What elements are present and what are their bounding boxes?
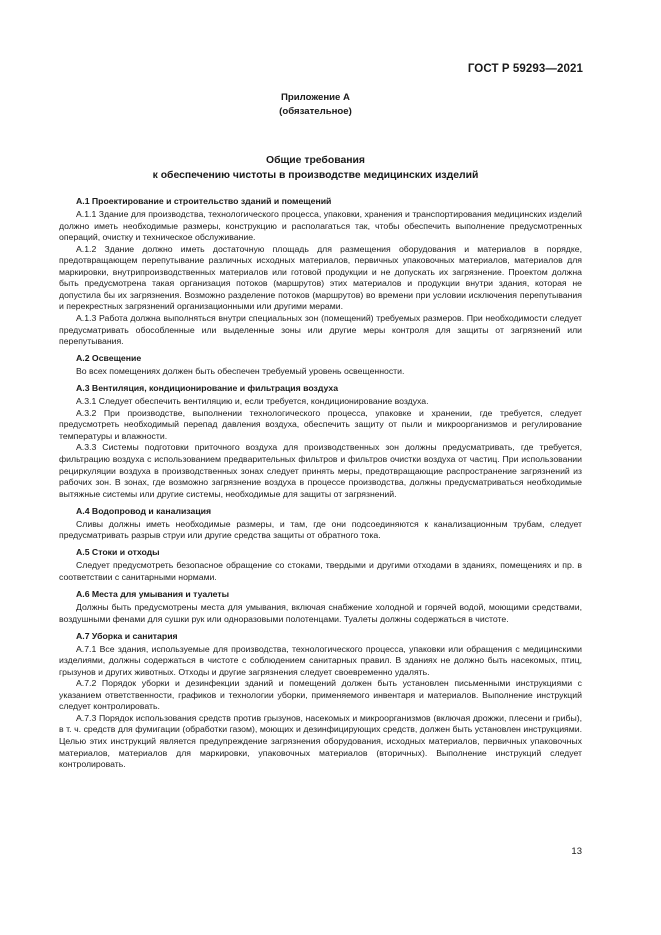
- section: [59, 383, 582, 500]
- paragraph: А.7.1 Все здания, используемые для производства, технологического процесса, упаковки или обращения с медицинскими изделиями, должны содержаться в чистоте с соблюдением санитарных правил. В зданиях не должно быть насекомых, птиц, грызунов и других животных. Отходы и другие загрязнения следует своевременно удалять.: [59, 643, 582, 677]
- document-body: [59, 196, 582, 776]
- paragraph: Должны быть предусмотрены места для умывания, включая снабжение холодной и горячей водой, моющими средствами, воздушными фенами для сушки рук или одноразовыми полотенцами. Туалеты должны содержаться в чистоте.: [59, 602, 582, 624]
- standard-designation: ГОСТ Р 59293—2021: [467, 63, 583, 75]
- paragraph: Во всех помещениях должен быть обеспечен требуемый уровень освещенности.: [76, 366, 405, 377]
- annex-heading: [0, 91, 631, 119]
- section-heading: А.2 Освещение: [76, 353, 142, 364]
- annex-title: Приложение А: [281, 92, 350, 103]
- paragraph: А.7.3 Порядок использования средств против грызунов, насекомых и микроорганизмов (включая дрожжи, плесени и грибы), в т. ч. средств для фумигации (обработки газом), моющих и дезинфицирующих средств, должен быть установлен инструкциями. Целью этих инструкций является предупреждение загрязнения оборудования, исходных материалов, первичных упаковочных материалов, материалов для маркировки, упаковочных материалов (вторичных). Выполнение инструкций следует контролировать.: [59, 712, 582, 770]
- section: [59, 631, 582, 771]
- paragraph: А.1.2 Здание должно иметь достаточную площадь для размещения оборудования и материалов в порядке, предотвращающем перепутывание различных исходных материалов, первичных упаковочных материалов, материалов для маркировки, внутрипроизводственных материалов или готовой продукции и не допускать их загрязнение. Проектом должна быть предусмотрена такая организация потоков (маршрутов) этих материалов и продукции внутри здания, которая не допустила бы их загрязнения. Возможно разделение потоков (маршрутов) во времени при условии исключения перепутывания и перекрестных загрязнений организационными или другими мерами.: [59, 243, 582, 312]
- paragraph: Сливы должны иметь необходимые размеры, и там, где они подсоединяются к канализационным трубам, следует предусматривать разрыв струи или другие средства защиты от обратного тока.: [59, 518, 582, 541]
- paragraph: А.1.3 Работа должна выполняться внутри специальных зон (помещений) требуемых размеров. При необходимости следует предусматривать обособленные или выделенные зоны или другие меры контроля для защиты от загрязнений или перепутывания.: [59, 312, 582, 347]
- document-title: [0, 153, 631, 183]
- paragraph: А.3.1 Следует обеспечить вентиляцию и, если требуется, кондиционирование воздуха.: [76, 396, 429, 407]
- section: [59, 589, 582, 625]
- paragraph: А.1.1 Здание для производства, технологического процесса, упаковки, хранения и транспортирования медицинских изделий должно иметь необходимые размеры, конструкцию и располагаться так, чтобы обеспечить выполнение предусмотренных операций, очистку и техническое обслуживание.: [59, 209, 582, 243]
- section-heading: А.3 Вентиляция, кондиционирование и фильтрация воздуха: [76, 383, 339, 394]
- section-heading: А.7 Уборка и санитария: [76, 630, 178, 641]
- paragraph: А.3.3 Системы подготовки приточного воздуха для производственных зон должны предусматривать, где требуется, фильтрацию воздуха с использованием предварительных фильтров и фильтров очистки воздуха от частиц. При использовании рециркуляции воздуха в производственных зонах следует принять меры, предотвращающие распространение загрязнений из рабочих зон. В зонах, где возможно загрязнение воздуха в процессе производства, должны предусматриваться необходимые вытяжные системы или другие системы, необходимые для защиты от загрязнений.: [59, 442, 582, 499]
- section-heading: А.1 Проектирование и строительство зданий и помещений: [76, 196, 332, 206]
- paragraph: Следует предусмотреть безопасное обращение со стоками, твердыми и другими отходами в зданиях, помещениях и пр. в соответствии с санитарными нормами.: [59, 560, 582, 582]
- page-number: 13: [571, 846, 582, 857]
- paragraph: А.3.2 При производстве, выполнении технологического процесса, упаковке и хранении, где требуется, следует предусмотреть необходимый перепад давления воздуха, обеспечить защиту от пыли и микроорганизмов и регулирование температуры и влажности.: [59, 407, 582, 441]
- section: [59, 353, 582, 378]
- paragraph: А.7.2 Порядок уборки и дезинфекции зданий и помещений должен быть установлен письменными инструкциями с указанием ответственности, графиков и технологии уборки, применяемого инвентаря и материалов. Выполнение инструкций следует контролировать.: [59, 678, 582, 712]
- document-title-line2: к обеспечению чистоты в производстве медицинских изделий: [152, 170, 479, 181]
- section-heading: А.5 Стоки и отходы: [76, 547, 160, 558]
- section: [59, 196, 582, 348]
- section: [59, 506, 582, 542]
- document-title-line1: Общие требования: [266, 155, 365, 166]
- annex-status: (обязательное): [279, 106, 352, 117]
- section: [59, 547, 582, 583]
- section-heading: А.4 Водопровод и канализация: [76, 505, 212, 516]
- section-heading: А.6 Места для умывания и туалеты: [76, 588, 229, 599]
